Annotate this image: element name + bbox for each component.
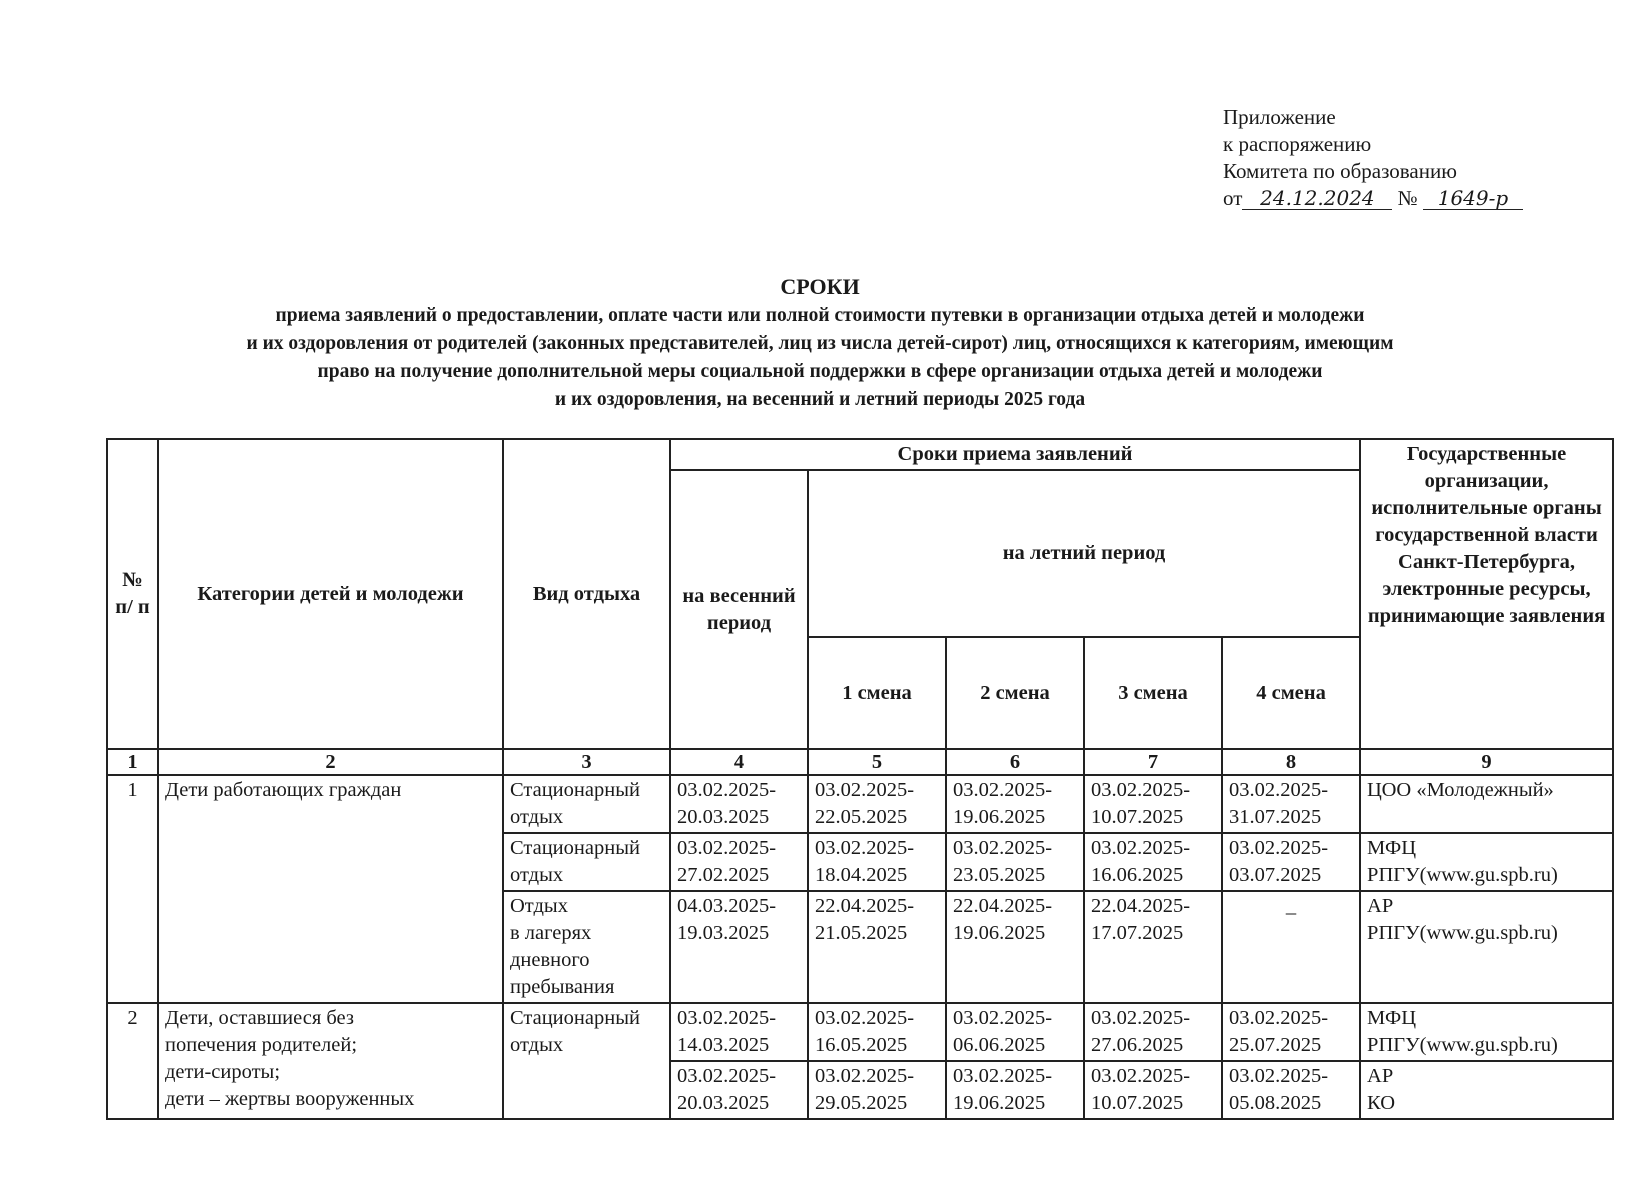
row-category: Дети работающих граждан: [158, 775, 503, 1003]
shift-4-period: 03.02.2025- 25.07.2025: [1222, 1003, 1360, 1061]
shift-2-period: 22.04.2025- 19.06.2025: [946, 891, 1084, 1003]
table-row: [107, 1003, 1613, 1061]
header-shift-3: 3 смена: [1084, 637, 1222, 749]
spring-period: 03.02.2025- 27.02.2025: [670, 833, 808, 891]
header-orgs: Государственные организации, исполнительные органы государственной власти Санкт-Петербурга, электронные ресурсы, принимающие заявления: [1360, 439, 1613, 749]
from-label: от: [1223, 186, 1243, 210]
receiving-org: АР КО: [1360, 1061, 1613, 1119]
header-category: Категории детей и молодежи: [158, 439, 503, 749]
title-line-4: и их оздоровления, на весенний и летний периоды 2025 года: [554, 389, 1086, 410]
col-number: 4: [670, 749, 808, 775]
col-number: 1: [107, 749, 158, 775]
spring-period: 03.02.2025- 20.03.2025: [670, 1061, 808, 1119]
col-number: 8: [1222, 749, 1360, 775]
shift-4-period: 03.02.2025- 05.08.2025: [1222, 1061, 1360, 1119]
shift-2-period: 03.02.2025- 19.06.2025: [946, 1061, 1084, 1119]
rest-type: Стационарный отдых: [503, 1003, 670, 1119]
receiving-org: МФЦ РПГУ(www.gu.spb.ru): [1360, 833, 1613, 891]
header-row-1: [107, 439, 1613, 470]
title-line-1: приема заявлений о предоставлении, оплате части или полной стоимости путевки в организации отдыха детей и молодежи: [275, 305, 1365, 326]
shift-2-period: 03.02.2025- 06.06.2025: [946, 1003, 1084, 1061]
row-number: 1: [107, 775, 158, 1003]
title-line-2: и их оздоровления от родителей (законных представителей, лиц из числа детей-сирот) лиц, относящихся к категориям, имеющим: [246, 333, 1394, 354]
header-type: Вид отдыха: [503, 439, 670, 749]
title-line-3: право на получение дополнительной меры социальной поддержки в сфере организации отдыха детей и молодежи: [317, 361, 1323, 382]
column-numbers-row: [107, 749, 1613, 775]
shift-1-period: 03.02.2025- 18.04.2025: [808, 833, 946, 891]
shift-2-period: 03.02.2025- 23.05.2025: [946, 833, 1084, 891]
shift-3-period: 22.04.2025- 17.07.2025: [1084, 891, 1222, 1003]
header-shift-1: 1 смена: [808, 637, 946, 749]
appendix-block: [1223, 104, 1523, 212]
spring-period: 04.03.2025- 19.03.2025: [670, 891, 808, 1003]
table-row: [107, 775, 1613, 833]
appendix-order: к распоряжению: [1223, 132, 1372, 156]
handwritten-date: 24.12.2024: [1242, 187, 1392, 210]
shift-4-period: 03.02.2025- 03.07.2025: [1222, 833, 1360, 891]
document-heading: СРОКИ: [780, 274, 860, 299]
col-number: 9: [1360, 749, 1613, 775]
row-category: Дети, оставшиеся без попечения родителей; дети-сироты; дети – жертвы вооруженных: [158, 1003, 503, 1119]
col-number: 6: [946, 749, 1084, 775]
shift-1-period: 03.02.2025- 29.05.2025: [808, 1061, 946, 1119]
header-shift-4: 4 смена: [1222, 637, 1360, 749]
header-deadlines: Сроки приема заявлений: [670, 439, 1360, 470]
spring-period: 03.02.2025- 20.03.2025: [670, 775, 808, 833]
shift-4-period: 03.02.2025- 31.07.2025: [1222, 775, 1360, 833]
handwritten-number: 1649-р: [1423, 187, 1523, 210]
col-number: 2: [158, 749, 503, 775]
rest-type: Отдых в лагерях дневного пребывания: [503, 891, 670, 1003]
header-shift-2: 2 смена: [946, 637, 1084, 749]
header-num: № п/ п: [107, 439, 158, 749]
rest-type: Стационарный отдых: [503, 833, 670, 891]
receiving-org: МФЦ РПГУ(www.gu.spb.ru): [1360, 1003, 1613, 1061]
shift-3-period: 03.02.2025- 27.06.2025: [1084, 1003, 1222, 1061]
shift-3-period: 03.02.2025- 16.06.2025: [1084, 833, 1222, 891]
appendix-date-line: [1223, 185, 1523, 212]
receiving-org: ЦОО «Молодежный»: [1360, 775, 1613, 833]
number-label: №: [1397, 186, 1418, 210]
row-number: 2: [107, 1003, 158, 1119]
col-number: 7: [1084, 749, 1222, 775]
shift-4-period: _: [1222, 891, 1360, 1003]
col-number: 3: [503, 749, 670, 775]
shift-1-period: 03.02.2025- 22.05.2025: [808, 775, 946, 833]
appendix-committee: Комитета по образованию: [1223, 159, 1457, 183]
header-spring: на весенний период: [670, 470, 808, 749]
rest-type: Стационарный отдых: [503, 775, 670, 833]
shift-2-period: 03.02.2025- 19.06.2025: [946, 775, 1084, 833]
appendix-title: Приложение: [1223, 105, 1336, 129]
receiving-org: АР РПГУ(www.gu.spb.ru): [1360, 891, 1613, 1003]
shift-1-period: 22.04.2025- 21.05.2025: [808, 891, 946, 1003]
shift-1-period: 03.02.2025- 16.05.2025: [808, 1003, 946, 1061]
col-number: 5: [808, 749, 946, 775]
document-title-block: [0, 272, 1640, 414]
spring-period: 03.02.2025- 14.03.2025: [670, 1003, 808, 1061]
shift-3-period: 03.02.2025- 10.07.2025: [1084, 775, 1222, 833]
header-summer: на летний период: [808, 470, 1360, 637]
shift-3-period: 03.02.2025- 10.07.2025: [1084, 1061, 1222, 1119]
deadlines-table: [106, 438, 1614, 1120]
